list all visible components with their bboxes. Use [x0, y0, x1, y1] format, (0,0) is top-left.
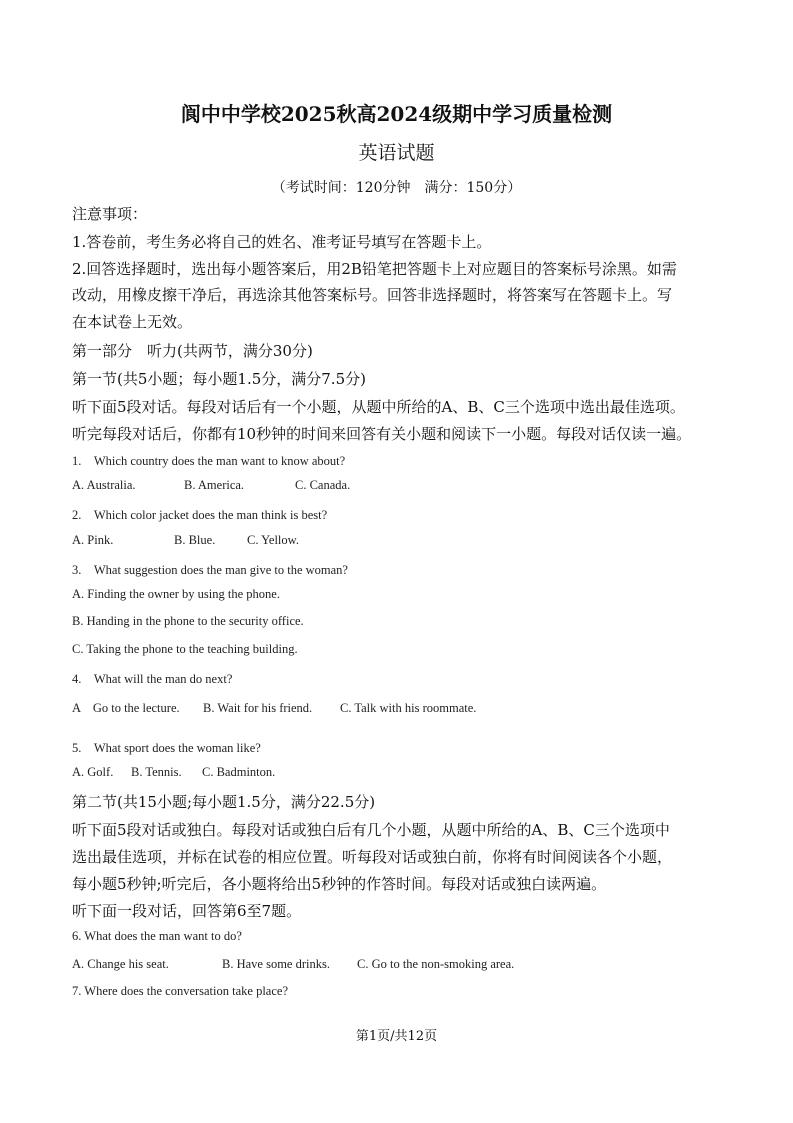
- section2-instructions-line-1: 听下面5段对话或独白。每段对话或独白后有几个小题，从题中所给的A、B、C三个选项中: [72, 821, 670, 839]
- option-a: A. Australia.: [72, 478, 136, 492]
- part1-heading: 第一部分 听力(共两节，满分30分): [72, 342, 313, 360]
- notes-heading: 注意事项：: [72, 205, 148, 223]
- option-a: A Go to the lecture.: [72, 701, 180, 715]
- question-2-options: [72, 533, 299, 548]
- dialog-intro: 听下面一段对话，回答第6至7题。: [72, 902, 302, 920]
- option-c: C. Canada.: [295, 478, 351, 492]
- exam-info: （考试时间：120分钟 满分：150分）: [271, 180, 522, 196]
- question-3-option-b: B. Handing in the phone to the security office.: [72, 614, 304, 628]
- section2-instructions-line-2: 选出最佳选项，并标在试卷的相应位置。听每段对话或独白前，你将有时间阅读各个小题，: [72, 848, 673, 866]
- option-b: B. Wait for his friend.: [203, 701, 313, 715]
- question-3-option-c: C. Taking the phone to the teaching building.: [72, 642, 298, 656]
- option-c: C. Yellow.: [247, 533, 299, 547]
- option-b: B. Tennis.: [131, 765, 182, 779]
- question-4-options: [72, 698, 476, 716]
- section2-heading: 第二节(共15小题;每小题1.5分，满分22.5分): [72, 793, 376, 811]
- question-4: 4. What will the man do next?: [72, 672, 233, 686]
- question-3: 3. What suggestion does the man give to the woman?: [72, 563, 348, 577]
- question-3-option-a: A. Finding the owner by using the phone.: [72, 587, 280, 601]
- note-item-2-line-2: 改动，用橡皮擦干净后，再选涂其他答案标号。回答非选择题时，将答案写在答题卡上。写: [72, 286, 673, 304]
- exam-subtitle: 英语试题: [358, 142, 435, 164]
- option-a: A. Pink.: [72, 533, 114, 547]
- option-b: B. Blue.: [174, 533, 216, 547]
- option-a: A. Change his seat.: [72, 957, 169, 971]
- option-b: B. Have some drinks.: [222, 957, 330, 971]
- note-item-1: 1.答卷前，考生务必将自己的姓名、准考证号填写在答题卡上。: [72, 233, 492, 251]
- page-number: 第1页/共12页: [355, 1029, 438, 1044]
- question-7: 7. Where does the conversation take place?: [72, 984, 288, 998]
- question-5-options: [72, 765, 275, 780]
- question-6-options: [72, 957, 514, 972]
- question-1: 1. Which country does the man want to know about?: [72, 454, 346, 468]
- option-c: C. Go to the non-smoking area.: [357, 957, 515, 971]
- exam-title: 阆中中学校2025秋高2024级期中学习质量检测: [180, 102, 613, 126]
- option-a: A. Golf.: [72, 765, 114, 779]
- section1-instructions-line-2: 听完每段对话后，你都有10秒钟的时间来回答有关小题和阅读下一小题。每段对话仅读一遍。: [72, 425, 692, 443]
- question-6: 6. What does the man want to do?: [72, 929, 242, 943]
- question-5: 5. What sport does the woman like?: [72, 741, 261, 755]
- option-c: C. Badminton.: [202, 765, 276, 779]
- section2-instructions-line-3: 每小题5秒钟;听完后，各小题将给出5秒钟的作答时间。每段对话或独白读两遍。: [72, 875, 607, 893]
- option-c: C. Talk with his roommate.: [340, 701, 477, 715]
- section1-heading: 第一节(共5小题；每小题1.5分，满分7.5分): [72, 370, 366, 388]
- note-item-2-line-3: 在本试卷上无效。: [72, 313, 193, 331]
- note-item-2-line-1: 2.回答选择题时，选出每小题答案后，用2B铅笔把答题卡上对应题目的答案标号涂黑。如需: [72, 260, 677, 278]
- question-2: 2. Which color jacket does the man think is best?: [72, 508, 328, 522]
- question-1-options: [72, 478, 350, 493]
- option-b: B. America.: [184, 478, 245, 492]
- section1-instructions-line-1: 听下面5段对话。每段对话后有一个小题，从题中所给的A、B、C三个选项中选出最佳选项。: [72, 398, 685, 416]
